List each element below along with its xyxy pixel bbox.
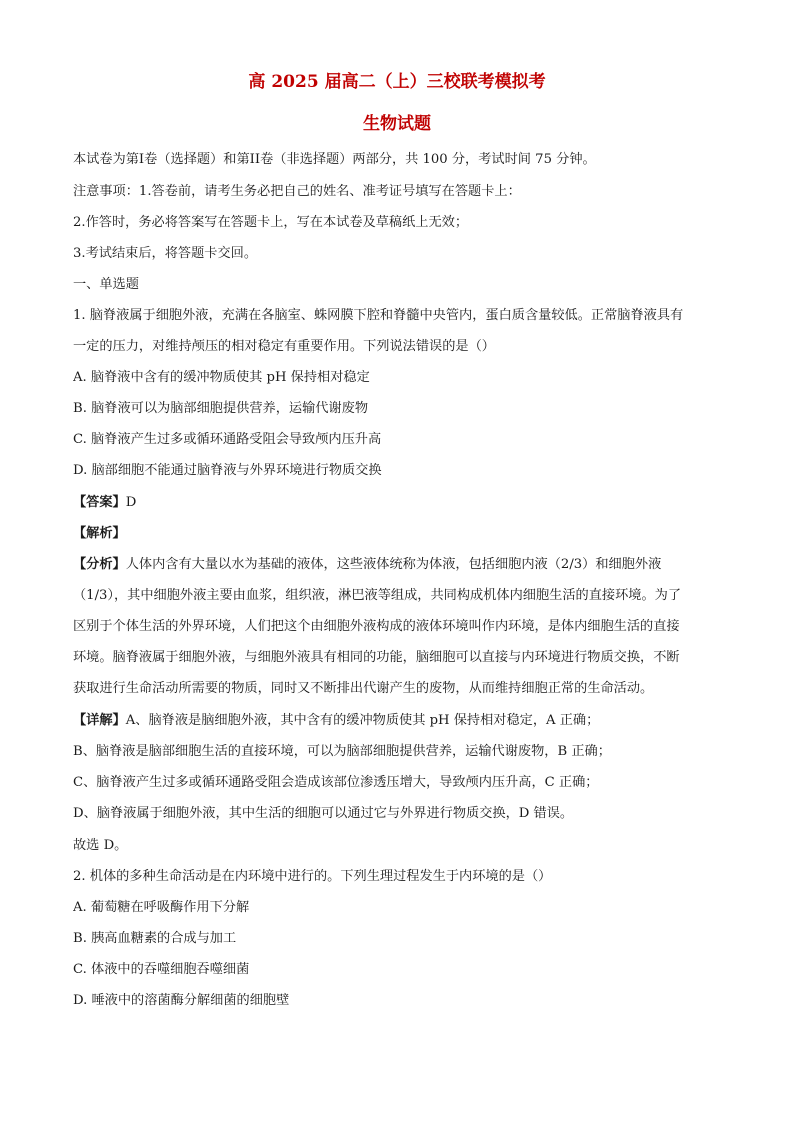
option-c: C. 体液中的吞噬细胞吞噬细菌 [73,962,250,977]
intro-line: 注意事项：1.答卷前，请考生务必把自己的姓名、准考证号填写在答题卡上： [73,184,521,199]
intro-line: 本试卷为第Ⅰ卷（选择题）和第ⅠI卷（非选择题）两部分，共 100 分，考试时间 75 分钟。 [73,152,596,167]
option-a: A. 脑脊液中含有的缓冲物质使其 pH 保持相对稳定 [73,370,370,385]
option-d: D. 唾液中的溶菌酶分解细菌的细胞壁 [73,993,290,1008]
detail-line: C、脑脊液产生过多或循环通路受阻会造成该部位渗透压增大，导致颅内压升高，C 正确； [73,775,599,790]
page-title: 高 2025 届高二（上）三校联考模拟考 [248,72,546,92]
fenxi-line: （1/3），其中细胞外液主要由血浆，组织液，淋巴液等组成，共同构成机体内细胞生活的直接环境。为了 [73,588,682,603]
detail-line: D、脑脊液属于细胞外液，其中生活的细胞可以通过它与外界进行物质交换，D 错误。 [73,806,574,821]
question-stem: 1. 脑脊液属于细胞外液，充满在各脑室、蛛网膜下腔和脊髓中央管内，蛋白质含量较低。正常脑脊液具有 [73,308,684,323]
option-a: A. 葡萄糖在呼吸酶作用下分解 [73,900,250,915]
fenxi-label: 【分析】 [73,557,126,572]
intro-line: 3.考试结束后，将答题卡交回。 [73,246,258,261]
option-d: D. 脑部细胞不能通过脑脊液与外界环境进行物质交换 [73,463,382,478]
question-stem: 一定的压力，对维持颅压的相对稳定有重要作用。下列说法错误的是（） [73,339,495,354]
conclusion-line: 故选 D。 [73,838,128,853]
detail-line: 【详解】A、脑脊液是脑细胞外液，其中含有的缓冲物质使其 pH 保持相对稳定，A 正确； [73,713,600,728]
option-c: C. 脑脊液产生过多或循环通路受阻会导致颅内压升高 [73,432,382,447]
question-stem: 2. 机体的多种生命活动是在内环境中进行的。下列生理过程发生于内环境的是（） [73,869,552,884]
fenxi-line: 【分析】人体内含有大量以水为基础的液体，这些液体统称为体液，包括细胞内液（2/3）和细胞外液 [73,557,662,572]
answer-value: D [125,495,137,510]
option-b: B. 脑脊液可以为脑部细胞提供营养，运输代谢废物 [73,401,369,416]
fenxi-line: 区别于个体生活的外界环境，人们把这个由细胞外液构成的液体环境叫作内环境，是体内细胞生活的直接 [73,619,680,634]
detail-line: B、脑脊液是脑部细胞生活的直接环境，可以为脑部细胞提供营养，运输代谢废物，B 正确； [73,744,611,759]
page-subtitle: 生物试题 [363,114,431,134]
option-b: B. 胰高血糖素的合成与加工 [73,931,237,946]
intro-line: 2.作答时，务必将答案写在答题卡上，写在本试卷及草稿纸上无效； [73,215,469,230]
fenxi-line: 环境。脑脊液属于细胞外液，与细胞外液具有相同的功能，脑细胞可以直接与内环境进行物质交换，不断 [73,650,680,665]
section-heading: 一、单选题 [73,277,139,292]
fenxi-line: 获取进行生命活动所需要的物质，同时又不断排出代谢产生的废物，从而维持细胞正常的生命活动。 [73,681,654,696]
detail-label: 【详解】 [73,713,126,728]
answer-label: 【答案】 [73,495,126,510]
answer-line [73,493,733,513]
analysis-label: 【解析】 [73,526,126,541]
